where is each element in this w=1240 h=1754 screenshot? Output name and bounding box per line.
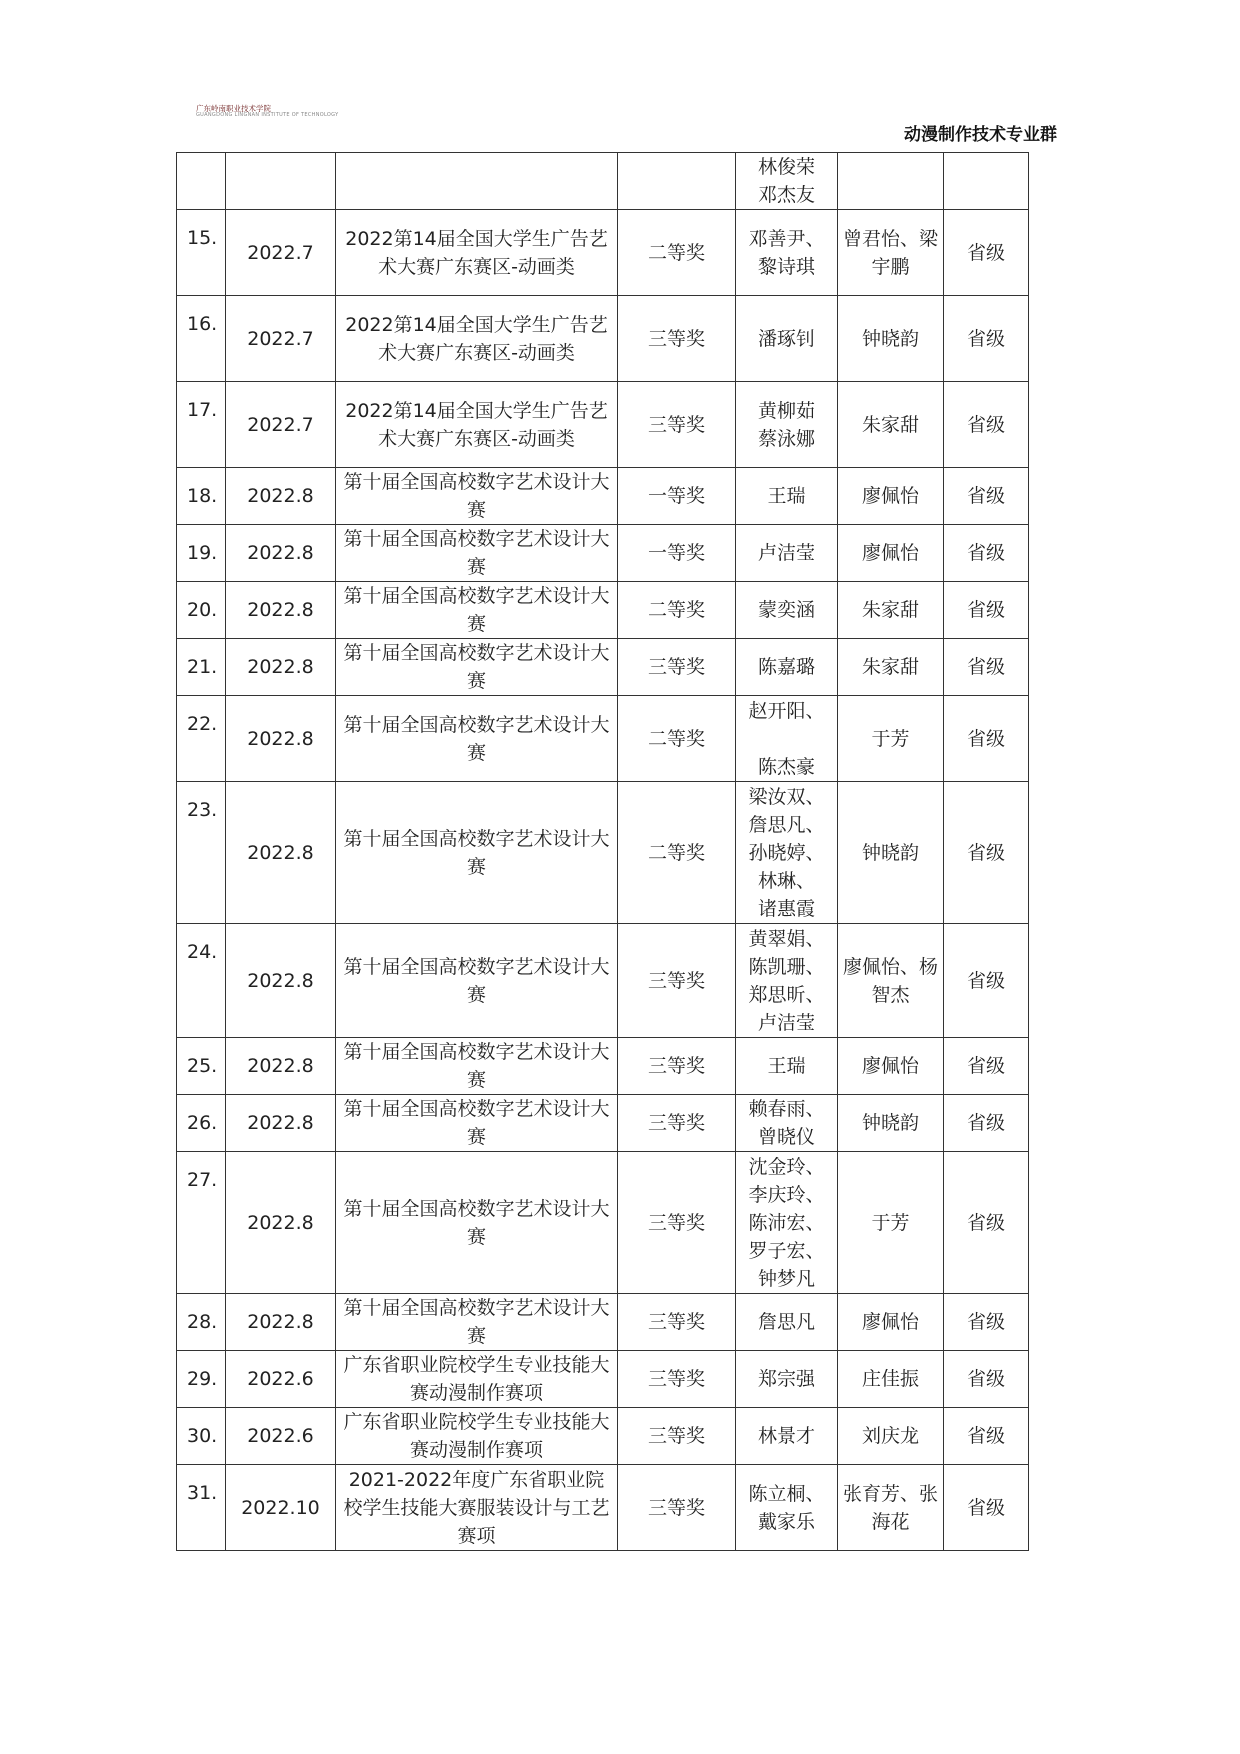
- row-number: 24.: [177, 924, 226, 1038]
- table-row: [177, 639, 1029, 696]
- student-name: 黄翠娟、: [748, 927, 825, 950]
- competition-level: 省级: [944, 525, 1029, 582]
- award-date: 2022.8: [226, 639, 336, 696]
- row-number: 18.: [177, 468, 226, 525]
- student-name: 李庆玲、: [748, 1183, 825, 1206]
- teacher-names: 廖佩怡: [838, 468, 944, 525]
- student-names: [736, 1152, 838, 1294]
- competition-name: 2022第14届全国大学生广告艺术大赛广东赛区-动画类: [336, 210, 618, 296]
- table-row: [177, 1351, 1029, 1408]
- student-name: 卢洁莹: [757, 1011, 815, 1034]
- table-row: [177, 1152, 1029, 1294]
- teacher-names: 朱家甜: [838, 639, 944, 696]
- student-names: [736, 525, 838, 582]
- student-name: 卢洁莹: [757, 542, 815, 564]
- student-name: 沈金玲、: [748, 1155, 825, 1178]
- competition-name: 第十届全国高校数字艺术设计大赛: [336, 1152, 618, 1294]
- student-name: [740, 725, 833, 753]
- student-names: [736, 296, 838, 382]
- table-row: [177, 1408, 1029, 1465]
- teacher-names: 朱家甜: [838, 382, 944, 468]
- award-level: 二等奖: [618, 582, 736, 639]
- table-row: [177, 210, 1029, 296]
- award-date: 2022.8: [226, 696, 336, 782]
- award-level: 三等奖: [618, 1095, 736, 1152]
- award-date: 2022.8: [226, 582, 336, 639]
- awards-table: [176, 152, 1029, 1551]
- student-name: 潘琢钊: [757, 327, 815, 350]
- award-level: 三等奖: [618, 1152, 736, 1294]
- student-name: 蒙奕涵: [757, 599, 815, 621]
- student-name: 钟梦凡: [757, 1267, 815, 1290]
- award-level: 三等奖: [618, 639, 736, 696]
- award-level: 三等奖: [618, 1038, 736, 1095]
- competition-level: 省级: [944, 296, 1029, 382]
- table-row: [177, 468, 1029, 525]
- student-name: 戴家乐: [757, 1510, 815, 1533]
- student-name: 邓善尹、: [748, 227, 825, 250]
- competition-level: 省级: [944, 210, 1029, 296]
- table-row: [177, 296, 1029, 382]
- teacher-names: 张育芳、张海花: [838, 1465, 944, 1551]
- student-names: [736, 210, 838, 296]
- student-name: 林俊荣: [757, 156, 815, 178]
- student-name: 林景才: [757, 1425, 815, 1447]
- competition-name: 广东省职业院校学生专业技能大赛动漫制作赛项: [336, 1351, 618, 1408]
- row-number: 28.: [177, 1294, 226, 1351]
- student-name: 陈凯珊、: [748, 955, 825, 978]
- competition-name: 第十届全国高校数字艺术设计大赛: [336, 1294, 618, 1351]
- award-date: 2022.8: [226, 468, 336, 525]
- award-level: 一等奖: [618, 525, 736, 582]
- table-row: [177, 1294, 1029, 1351]
- table-row: [177, 582, 1029, 639]
- competition-level: 省级: [944, 1152, 1029, 1294]
- competition-level: 省级: [944, 468, 1029, 525]
- teacher-names: 廖佩怡: [838, 1294, 944, 1351]
- competition-name: 第十届全国高校数字艺术设计大赛: [336, 1038, 618, 1095]
- competition-level: 省级: [944, 1351, 1029, 1408]
- row-number: 20.: [177, 582, 226, 639]
- student-name: 陈杰豪: [757, 755, 815, 778]
- row-number: 19.: [177, 525, 226, 582]
- student-name: 梁汝双、: [748, 785, 825, 808]
- competition-level: 省级: [944, 582, 1029, 639]
- competition-name: 2021-2022年度广东省职业院校学生技能大赛服装设计与工艺赛项: [336, 1465, 618, 1551]
- student-name: 孙晓婷、: [748, 841, 825, 864]
- award-date: [226, 153, 336, 210]
- teacher-names: 钟晓韵: [838, 782, 944, 924]
- row-number: 29.: [177, 1351, 226, 1408]
- student-names: [736, 1408, 838, 1465]
- competition-level: 省级: [944, 1038, 1029, 1095]
- student-name: 罗子宏、: [748, 1239, 825, 1262]
- student-name: 林琳、: [757, 869, 815, 892]
- student-name: 陈嘉璐: [757, 656, 815, 678]
- table-row: [177, 782, 1029, 924]
- student-name: 黄柳茹: [757, 399, 815, 422]
- student-name: 王瑞: [767, 1055, 806, 1077]
- award-level: 一等奖: [618, 468, 736, 525]
- competition-level: [944, 153, 1029, 210]
- award-level: 三等奖: [618, 1408, 736, 1465]
- student-name: 曾晓仪: [757, 1126, 815, 1148]
- row-number: 26.: [177, 1095, 226, 1152]
- row-number: 16.: [177, 296, 226, 382]
- award-level: 二等奖: [618, 210, 736, 296]
- table-row: [177, 153, 1029, 210]
- award-level: [618, 153, 736, 210]
- award-date: 2022.6: [226, 1351, 336, 1408]
- teacher-names: 于芳: [838, 1152, 944, 1294]
- award-level: 三等奖: [618, 382, 736, 468]
- award-date: 2022.7: [226, 296, 336, 382]
- teacher-names: 廖佩怡: [838, 1038, 944, 1095]
- table-row: [177, 1095, 1029, 1152]
- award-level: 三等奖: [618, 1465, 736, 1551]
- table-row: [177, 696, 1029, 782]
- row-number: 30.: [177, 1408, 226, 1465]
- competition-name: 第十届全国高校数字艺术设计大赛: [336, 468, 618, 525]
- award-date: 2022.8: [226, 1294, 336, 1351]
- teacher-names: 廖佩怡、杨智杰: [838, 924, 944, 1038]
- student-name: 黎诗琪: [757, 255, 815, 278]
- competition-level: 省级: [944, 639, 1029, 696]
- student-names: [736, 468, 838, 525]
- student-names: [736, 1038, 838, 1095]
- competition-level: 省级: [944, 1465, 1029, 1551]
- student-name: 詹思凡: [757, 1311, 815, 1333]
- award-date: 2022.8: [226, 1038, 336, 1095]
- student-name: 邓杰友: [757, 184, 815, 206]
- teacher-names: 朱家甜: [838, 582, 944, 639]
- competition-name: 第十届全国高校数字艺术设计大赛: [336, 924, 618, 1038]
- competition-level: 省级: [944, 696, 1029, 782]
- competition-level: 省级: [944, 782, 1029, 924]
- logo-school-name-en: GUANGDONG LINGNAN INSTITUTE OF TECHNOLOGY: [196, 112, 339, 119]
- award-level: 三等奖: [618, 924, 736, 1038]
- award-level: 二等奖: [618, 696, 736, 782]
- award-date: 2022.8: [226, 1152, 336, 1294]
- student-name: 郑思昕、: [748, 983, 825, 1006]
- competition-name: 2022第14届全国大学生广告艺术大赛广东赛区-动画类: [336, 382, 618, 468]
- row-number: 23.: [177, 782, 226, 924]
- award-date: 2022.8: [226, 782, 336, 924]
- student-name: 陈立桐、: [748, 1482, 825, 1505]
- student-names: [736, 696, 838, 782]
- table-row: [177, 525, 1029, 582]
- competition-name: 第十届全国高校数字艺术设计大赛: [336, 639, 618, 696]
- row-number: [177, 153, 226, 210]
- award-date: 2022.6: [226, 1408, 336, 1465]
- competition-name: 第十届全国高校数字艺术设计大赛: [336, 525, 618, 582]
- school-logo: [190, 88, 339, 136]
- table-row: [177, 1038, 1029, 1095]
- student-names: [736, 1095, 838, 1152]
- student-name: 诸惠霞: [757, 897, 815, 920]
- student-name: 詹思凡、: [748, 813, 825, 836]
- row-number: 27.: [177, 1152, 226, 1294]
- teacher-names: 钟晓韵: [838, 1095, 944, 1152]
- competition-name: 广东省职业院校学生专业技能大赛动漫制作赛项: [336, 1408, 618, 1465]
- competition-level: 省级: [944, 382, 1029, 468]
- teacher-names: 曾君怡、梁宇鹏: [838, 210, 944, 296]
- row-number: 21.: [177, 639, 226, 696]
- competition-name: 第十届全国高校数字艺术设计大赛: [336, 696, 618, 782]
- teacher-names: 于芳: [838, 696, 944, 782]
- teacher-names: 廖佩怡: [838, 525, 944, 582]
- row-number: 25.: [177, 1038, 226, 1095]
- teacher-names: 钟晓韵: [838, 296, 944, 382]
- table-row: [177, 382, 1029, 468]
- student-names: [736, 153, 838, 210]
- award-level: 三等奖: [618, 1294, 736, 1351]
- competition-level: 省级: [944, 1408, 1029, 1465]
- student-names: [736, 1294, 838, 1351]
- student-names: [736, 639, 838, 696]
- competition-name: 第十届全国高校数字艺术设计大赛: [336, 782, 618, 924]
- row-number: 31.: [177, 1465, 226, 1551]
- department-title: 动漫制作技术专业群: [904, 125, 1057, 145]
- competition-name: 第十届全国高校数字艺术设计大赛: [336, 1095, 618, 1152]
- award-date: 2022.10: [226, 1465, 336, 1551]
- competition-level: 省级: [944, 924, 1029, 1038]
- award-date: 2022.7: [226, 382, 336, 468]
- award-date: 2022.8: [226, 525, 336, 582]
- award-level: 三等奖: [618, 1351, 736, 1408]
- teacher-names: [838, 153, 944, 210]
- award-date: 2022.8: [226, 1095, 336, 1152]
- student-name: 郑宗强: [757, 1368, 815, 1390]
- student-names: [736, 382, 838, 468]
- award-date: 2022.8: [226, 924, 336, 1038]
- student-name: 赵开阳、: [748, 699, 825, 722]
- student-names: [736, 1351, 838, 1408]
- logo-school-name: 广东岭南职业技术学院: [196, 103, 271, 113]
- teacher-names: 庄佳振: [838, 1351, 944, 1408]
- competition-name: [336, 153, 618, 210]
- student-name: 蔡泳娜: [757, 427, 815, 450]
- table-row: [177, 924, 1029, 1038]
- competition-name: 2022第14届全国大学生广告艺术大赛广东赛区-动画类: [336, 296, 618, 382]
- competition-level: 省级: [944, 1095, 1029, 1152]
- student-names: [736, 582, 838, 639]
- row-number: 17.: [177, 382, 226, 468]
- student-name: 王瑞: [767, 485, 806, 507]
- row-number: 22.: [177, 696, 226, 782]
- award-date: 2022.7: [226, 210, 336, 296]
- competition-name: 第十届全国高校数字艺术设计大赛: [336, 582, 618, 639]
- teacher-names: 刘庆龙: [838, 1408, 944, 1465]
- awards-table-body: [177, 153, 1029, 1551]
- award-level: 三等奖: [618, 296, 736, 382]
- row-number: 15.: [177, 210, 226, 296]
- student-name: 陈沛宏、: [748, 1211, 825, 1234]
- competition-level: 省级: [944, 1294, 1029, 1351]
- student-names: [736, 1465, 838, 1551]
- student-name: 赖春雨、: [748, 1098, 825, 1120]
- student-names: [736, 924, 838, 1038]
- student-names: [736, 782, 838, 924]
- table-row: [177, 1465, 1029, 1551]
- award-level: 二等奖: [618, 782, 736, 924]
